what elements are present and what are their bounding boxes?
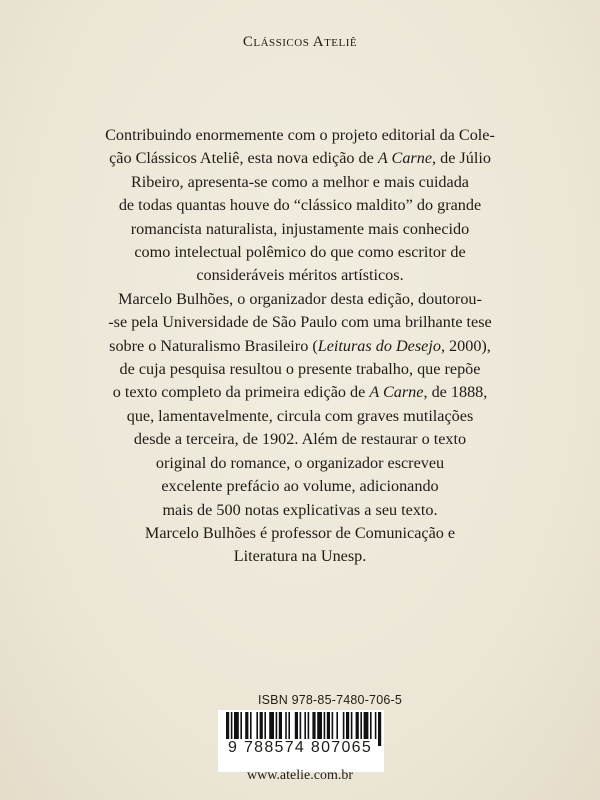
blurb-line: Contribuindo enormemente com o projeto editorial da Cole- xyxy=(105,126,495,144)
blurb-line: original do romance, o organizador escreveu xyxy=(155,453,445,472)
barcode-bar xyxy=(300,712,302,740)
barcode-bar xyxy=(370,712,372,740)
book-title-emphasis: A Carne xyxy=(369,383,424,402)
blurb-paragraph-2 xyxy=(62,288,538,522)
barcode-bar xyxy=(288,712,290,740)
blurb-line: excelente prefácio ao volume, adicionando xyxy=(161,477,439,496)
blurb-line: Marcelo Bulhões é professor de Comunicação e xyxy=(144,523,456,542)
barcode-bar xyxy=(346,712,349,740)
blurb-line: o texto completo da primeira edição de xyxy=(112,383,370,402)
barcode-bar xyxy=(285,712,287,740)
barcode-bar xyxy=(279,712,282,740)
barcode-bar xyxy=(264,712,266,740)
blurb-line: Marcelo Bulhões, o organizador desta edição, doutorou- xyxy=(118,289,482,308)
barcode-bar xyxy=(327,712,330,740)
blurb-line: ção Clássicos Ateliê, esta nova edição de xyxy=(109,149,378,168)
barcode-bar xyxy=(317,712,322,740)
blurb-line: consideráveis méritos artísticos. xyxy=(196,266,404,285)
barcode-bar xyxy=(312,712,315,740)
barcode-bar xyxy=(295,712,298,740)
barcode-bar xyxy=(234,712,239,740)
barcode-bar xyxy=(360,712,362,740)
barcode-bar xyxy=(276,712,278,740)
barcode-bar xyxy=(364,712,369,740)
blurb-line: de cuja pesquisa resultou o presente trabalho, que repõe xyxy=(119,360,481,379)
blurb-line: que, lamentavelmente, circula com graves mutilações xyxy=(126,406,474,425)
blurb-paragraph-1 xyxy=(62,124,538,288)
blurb-line: como intelectual polêmico do que como escritor de xyxy=(134,243,466,262)
blurb-line: sobre o Naturalismo Brasileiro ( xyxy=(109,336,318,355)
blurb-line: -se pela Universidade de São Paulo com uma brilhante tese xyxy=(108,313,492,332)
blurb-line: , de Júlio xyxy=(432,149,491,168)
blurb-text xyxy=(62,124,538,569)
barcode-bar xyxy=(343,712,345,740)
barcode-bar xyxy=(332,712,334,740)
barcode-bar xyxy=(250,712,252,740)
barcode-bar xyxy=(324,712,326,740)
isbn-label: ISBN 978-85-7480-706-5 xyxy=(257,693,403,707)
blurb-line: , de 1888, xyxy=(423,383,488,402)
barcode-bar xyxy=(351,712,353,740)
barcode-bar xyxy=(356,712,359,740)
blurb-line: Literatura na Unesp. xyxy=(233,547,367,566)
blurb-line: de todas quantas houve do “clássico maldito” do grande xyxy=(118,196,482,215)
barcode-bar xyxy=(240,712,242,740)
barcode-bar xyxy=(375,712,377,740)
blurb-line: Ribeiro, apresenta-se como a melhor e mais cuidada xyxy=(130,172,469,191)
barcode-bar xyxy=(245,712,248,740)
barcode-bar xyxy=(336,712,338,740)
blurb-line: mais de 500 notas explicativas a seu texto. xyxy=(162,500,438,519)
book-title-emphasis: A Carne xyxy=(377,149,433,168)
blurb-line: romancista naturalista, injustamente mais conhecido xyxy=(130,219,470,238)
series-title: Clássicos Ateliê xyxy=(242,34,358,50)
barcode-bar xyxy=(260,712,263,740)
barcode-bar xyxy=(269,712,274,740)
blurb-line: , 2000), xyxy=(440,336,491,355)
website-url: www.atelie.com.br xyxy=(247,768,353,783)
blurb-paragraph-3 xyxy=(62,522,538,569)
barcode-bar xyxy=(256,712,258,740)
thesis-title-emphasis: Leituras do Desejo xyxy=(317,336,441,355)
blurb-line: desde a terceira, de 1902. Além de restaurar o texto xyxy=(133,430,467,449)
barcode-bar xyxy=(378,712,381,746)
barcode-digits: 9 788574 807065 xyxy=(226,739,378,757)
